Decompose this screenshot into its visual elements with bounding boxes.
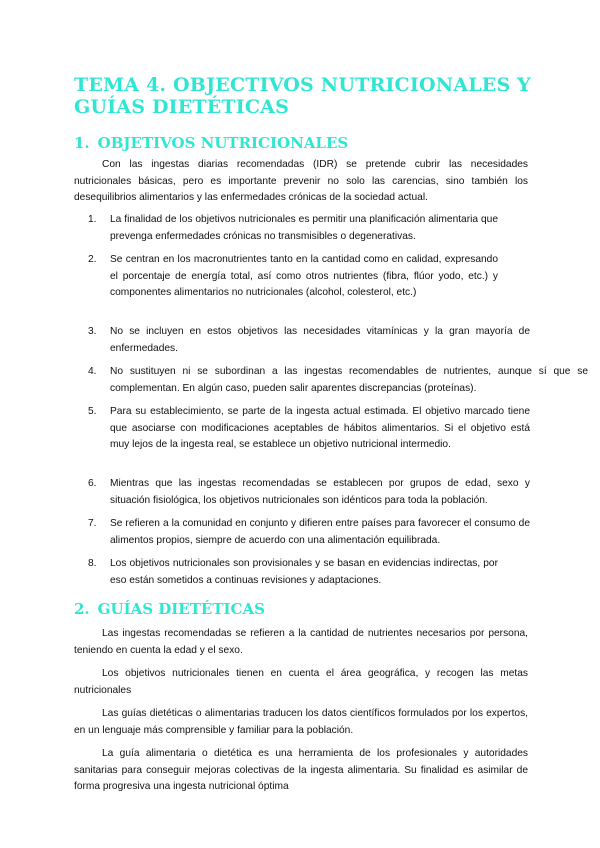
list-item [88,252,588,302]
list-item-number: 7. [88,518,97,529]
section-heading-objetivos [74,134,348,152]
section-number: 2. [74,600,90,618]
list-item-number: 8. [88,558,97,569]
list-item-number: 6. [88,478,97,489]
list-item [88,324,588,357]
list-item-number: 4. [88,366,97,377]
section-heading-text: GUÍAS DIETÉTICAS [97,600,265,618]
list-item [88,516,588,549]
list-item-number: 2. [88,254,97,265]
list-item [88,212,588,245]
page-title: TEMA 4. OBJECTIVOS NUTRICIONALES Y GUÍAS DIETÉTICAS [74,74,531,118]
list-item [88,364,588,397]
list-item-text: Se refieren a la comunidad en conjunto y difieren entre países para favorecer el consumo de alimentos propios, siempre de acuerdo con una alimentación equilibrada. [110,518,530,546]
list-item-number: 3. [88,326,97,337]
section-heading-guias [74,600,265,618]
guias-paragraph: Las ingestas recomendadas se refieren a la cantidad de nutrientes necesarios por persona, teniendo en cuenta la edad y el sexo. [74,628,528,656]
list-item-number: 1. [88,214,97,225]
list-item [88,404,588,454]
guias-paragraph: Los objetivos nutricionales tienen en cuenta el área geográfica, y recogen las metas nutricionales [74,668,528,696]
list-item-text: No sustituyen ni se subordinan a las ingestas recomendables de nutrientes, aunque sí que se complementan. En algún caso, pueden salir aparentes discrepancias (proteínas). [110,366,588,394]
list-item-text: La finalidad de los objetivos nutricionales es permitir una planificación alimentaria que prevenga enfermedades crónicas no transmisibles o degenerativas. [110,214,498,242]
list-item-text: Los objetivos nutricionales son provisionales y se basan en evidencias indirectas, por eso están sometidos a continuas revisiones y adaptaciones. [110,558,498,586]
section-heading-text: OBJETIVOS NUTRICIONALES [97,134,349,152]
list-item [88,556,588,589]
list-item-text: Para su establecimiento, se parte de la ingesta actual estimada. El objetivo marcado tiene que asociarse con modificaciones aceptables de hábitos alimentarios. Si el objetivo está muy lejos de la ingesta real, se establece un objetivo nutricional intermedio. [110,406,530,450]
list-item-number: 5. [88,406,97,417]
list-item-text: Se centran en los macronutrientes tanto en la cantidad como en calidad, expresando el porcentaje de energía total, así como otros nutrientes (fibra, flúor yodo, etc.) y componentes alimentarios no nutricionales (alcohol, colesterol, etc.) [110,254,498,298]
section-number: 1. [74,134,90,152]
list-item-text: Mientras que las ingestas recomendadas se establecen por grupos de edad, sexo y situación fisiológica, los objetivos nutricionales son idénticos para toda la población. [110,478,530,506]
guias-paragraph: Las guías dietéticas o alimentarias traducen los datos científicos formulados por los expertos, en un lenguaje más comprensible y familiar para la población. [74,708,528,736]
guias-paragraph: La guía alimentaria o dietética es una herramienta de los profesionales y autoridades sanitarias para conseguir mejoras colectivas de la ingesta alimentaria. Su finalidad es asimilar de forma progresiva una ingesta nutricional óptima [74,748,528,792]
list-item [88,476,588,509]
intro-paragraph: Con las ingestas diarias recomendadas (IDR) se pretende cubrir las necesidades nutricionales básicas, pero es importante prevenir no solo las carencias, sino también los desequilibrios alimentarios y las enfermedades crónicas de la sociedad actual. [74,159,528,203]
list-item-text: No se incluyen en estos objetivos las necesidades vitamínicas y la gran mayoría de enfermedades. [110,326,530,354]
